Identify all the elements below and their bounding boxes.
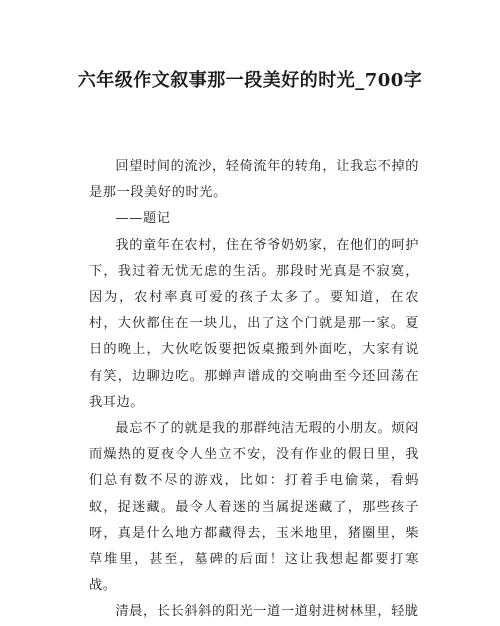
document-body [89, 154, 419, 626]
paragraph-morning: 清晨，长长斜斜的阳光一道一道射进树林里，轻胧 [115, 604, 419, 620]
document-title: 六年级作文叙事那一段美好的时光_700字 [77, 70, 423, 91]
paragraph-intro: 回望时间的流沙，轻倚流年的转角，让我忘不掉的是那一段美好的时光。 [89, 159, 419, 201]
epigraph-signature: ——题记 [115, 211, 171, 227]
paragraph-childhood: 我的童年在农村，住在爷爷奶奶家，在他们的呵护下，我过着无忧无虑的生活。那段时光真是不寂寞，因为，农村率真可爱的孩子太多了。要知道，在农村，大伙都住在一块儿，出了这个门就是那一家。夏日的晚上，大伙吃饭要把饭桌搬到外面吃，大家有说有笑，边聊边吃。那蝉声谱成的交响曲至今还回荡在我耳边。 [89, 237, 419, 410]
paragraph-friends: 最忘不了的就是我的那群纯洁无瑕的小朋友。烦闷而燥热的夏夜令人坐立不安，没有作业的假日里，我们总有数不尽的游戏，比如：打着手电偷菜，看蚂蚁，捉迷藏。最令人着迷的当属捉迷藏了，那些孩子呀，真是什么地方都藏得去，玉米地里，猪圈里，柴草堆里，甚至，墓碑的后面！这让我想起都要打寒战。 [89, 421, 419, 594]
